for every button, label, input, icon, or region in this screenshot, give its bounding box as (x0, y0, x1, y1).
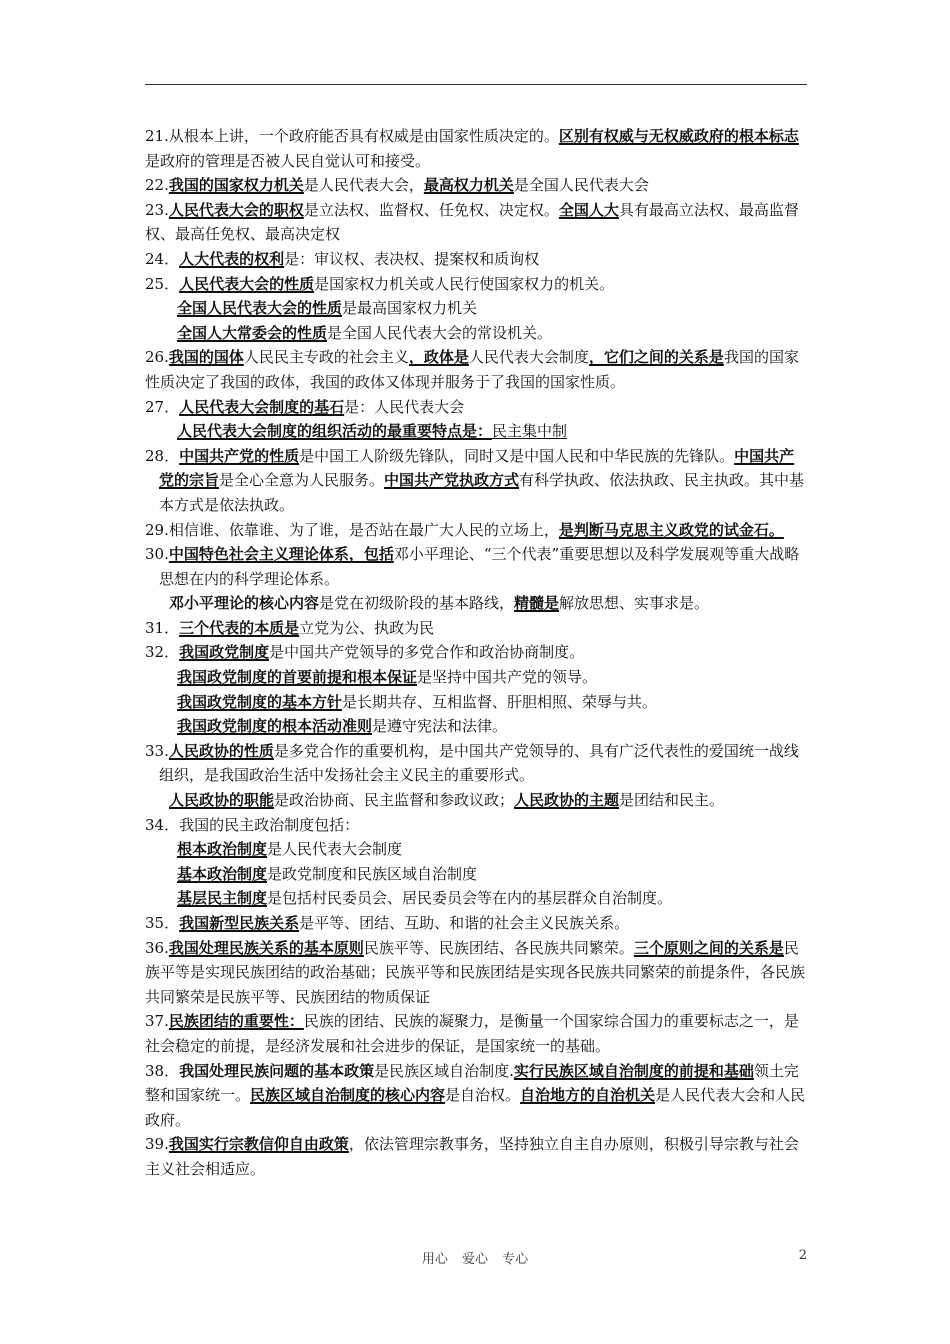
list-item (145, 1009, 807, 1058)
key-term: 根本政治制度 (177, 840, 268, 859)
body-text: 人民民主专政的社会主义 (243, 348, 409, 367)
key-term: 人民政协的职能 (169, 791, 275, 810)
body-text: 解放思想、实事求是。 (559, 594, 710, 613)
body-text: 是党在初级阶段的基本路线， (319, 594, 515, 613)
key-term: 人大代表的权利 (179, 249, 285, 268)
key-term: 中国特色社会主义理论体系，包括 (168, 545, 394, 564)
footer-motto: 用心 爱心 专心 (421, 1252, 529, 1267)
key-term: 人民政协的性质 (168, 741, 274, 760)
list-item (145, 788, 807, 813)
body-text: 30. (145, 545, 169, 564)
list-item (145, 1132, 807, 1181)
body-text: 是最高国家权力机关 (342, 299, 478, 318)
key-term: 我国的国体 (168, 348, 244, 367)
list-item (145, 862, 807, 887)
key-term: 中国共产党执政方式 (384, 471, 520, 490)
key-term: 三个原则之间的关系是 (633, 938, 784, 957)
key-term: 人民代表大会的职权 (168, 200, 304, 219)
body-text: 是中国工人阶级先锋队，同时又是中国人民和中华民族的先锋队。 (299, 446, 735, 465)
body-text: 是全国人民代表大会的常设机关。 (327, 323, 553, 342)
body-text: 是全国人民代表大会 (513, 176, 649, 195)
key-term: 全国人大 (558, 200, 619, 219)
body-text: 邓小平理论、“三个代表”重要思想以及科学发展观等重大战略思想在内的科学理论体系。 (159, 545, 800, 588)
list-item (145, 714, 807, 739)
key-term: 我国处理民族关系的基本原则 (168, 938, 364, 957)
body-text: 28． (145, 446, 180, 465)
body-text: 是中国共产党领导的多党合作和政治协商制度。 (269, 643, 585, 662)
body-text: 21.从根本上讲，一个政府能否具有权威是由国家性质决定的。 (145, 127, 559, 145)
key-term: ，政体是 (408, 348, 469, 367)
key-term: 我国的国家权力机关 (168, 176, 304, 195)
body-text: 民族平等是实现民族团结的政治基础；民族平等和民族团结是实现各民族共同繁荣的前提条件，各民族共同繁荣是民族平等、民族团结的物质保证 (145, 938, 806, 1006)
body-text: 是国家权力机关或人民行使国家权力的机关。 (314, 274, 615, 293)
key-term: 人民政协的主题 (514, 791, 620, 810)
key-term: 实行民族区域自治制度的前提和基础 (513, 1061, 754, 1080)
body-text: 22. (145, 176, 169, 195)
body-text: 是政党制度和民族区域自治制度 (267, 864, 478, 883)
list-item (145, 345, 807, 394)
key-term: 我国新型民族关系 (179, 914, 300, 932)
list-item (145, 936, 807, 1010)
bold-term: 邓小平理论的核心内容 (169, 594, 320, 613)
body-text: 27． (145, 397, 180, 416)
bold-term: 我国处理民族问题的基本政策 (179, 1061, 375, 1080)
list-item (145, 665, 807, 690)
list-item (145, 591, 807, 616)
list-item (145, 886, 807, 911)
body-text: 29.相信谁、依靠谁、为了谁，是否站在最广大人民的立场上， (145, 520, 559, 539)
body-text: 是人民代表大会制度 (267, 840, 403, 859)
body-text: 是全心全意为人民服务。 (219, 471, 385, 490)
body-text: 我国的国家性质决定了我国的政体，我国的政体又体现并服务于了我国的国家性质。 (145, 348, 799, 391)
body-text: 是包括村民委员会、居民委员会等在内的基层群众自治制度。 (267, 889, 673, 908)
key-term: 三个代表的本质是 (179, 618, 300, 637)
list-item (145, 911, 807, 936)
list-item (145, 296, 807, 321)
key-term: 我国政党制度的根本活动准则 (177, 717, 373, 736)
body-text: 是遵守宪法和法律。 (372, 717, 508, 736)
body-text: 民族的团结、民族的凝聚力，是衡量一个国家综合国力的重要标志之一，是社会稳定的前提，是经济发展和社会进步的保证，是国家统一的基础。 (145, 1012, 799, 1055)
header-rule (145, 84, 807, 85)
key-term: 区别有权威与无权威政府的根本标志 (558, 127, 799, 145)
key-term: 民族区域自治制度的核心内容 (250, 1086, 446, 1105)
key-term: 我国实行宗教信仰自由政策 (168, 1135, 349, 1154)
page-number: 2 (798, 1248, 807, 1263)
list-item (145, 395, 807, 420)
body-text: 人民代表大会制度 (468, 348, 589, 367)
list-item (145, 173, 807, 198)
page-footer (0, 1248, 950, 1268)
underlined-text: 民主集中制 (492, 422, 568, 441)
body-text: 是长期共存、互相监督、肝胆相照、荣辱与共。 (342, 692, 658, 711)
body-text: 36. (145, 938, 169, 957)
body-text: 是政府的管理是否被人民自觉认可和接受。 (145, 151, 431, 170)
key-term: 我国政党制度 (179, 643, 270, 662)
list-item (145, 247, 807, 272)
key-term: 精髓是 (514, 594, 560, 613)
list-item (145, 813, 807, 838)
body-text: 是政治协商、民主监督和参政议政； (274, 791, 515, 810)
body-text: 是自治权。 (445, 1086, 521, 1105)
body-text: 24． (145, 249, 180, 268)
body-text: 是多党合作的重要机构，是中国共产党领导的、具有广泛代表性的爱国统一战线组织，是我国政治生活中发扬社会主义民主的重要形式。 (159, 741, 799, 785)
list-item (145, 837, 807, 862)
body-text: 33. (145, 741, 169, 760)
body-text: 是民族区域自治制度. (374, 1061, 514, 1080)
document-body (145, 124, 807, 1182)
key-term: 是判断马克思主义政党的试金石。 (558, 520, 784, 539)
body-text: 是：审议权、表决权、提案权和质询权 (284, 249, 540, 268)
list-item (145, 640, 807, 665)
body-text: 31． (145, 618, 180, 637)
list-item (145, 124, 807, 173)
key-term: 我国政党制度的基本方针 (177, 692, 343, 711)
key-term: 基层民主制度 (177, 889, 268, 908)
body-text: 民族平等、民族团结、各民族共同繁荣。 (363, 938, 634, 957)
list-item (145, 321, 807, 346)
body-text: 23. (145, 200, 169, 219)
body-text: 具有最高立法权、最高监督权、最高任免权、最高决定权 (145, 200, 799, 244)
key-term: 全国人民代表大会的性质 (177, 299, 343, 318)
body-text: 34．我国的民主政治制度包括： (145, 815, 360, 834)
key-term: 人民代表大会制度的组织活动的最重要特点是： (177, 422, 493, 441)
body-text: ，依法管理宗教事务，坚持独立自主自办原则，积极引导宗教与社会主义社会相适应。 (145, 1135, 799, 1178)
key-term: 全国人大常委会的性质 (177, 323, 328, 342)
list-item (145, 616, 807, 641)
body-text: 是人民代表大会， (303, 176, 424, 195)
key-term: 自治地方的自治机关 (520, 1086, 656, 1105)
body-text: 是团结和民主。 (619, 791, 725, 810)
list-item (145, 739, 807, 788)
body-text: 是坚持中国共产党的领导。 (417, 668, 598, 687)
key-term: 中国共产党的性质 (179, 446, 300, 465)
body-text: 立党为公、执政为民 (299, 618, 435, 637)
body-text: 25． (145, 274, 180, 293)
key-term: ，它们之间的关系是 (588, 348, 724, 367)
key-term: 我国政党制度的首要前提和根本保证 (177, 668, 418, 687)
key-term: 中国共产党的宗旨 (159, 446, 795, 490)
key-term: 最高权力机关 (423, 176, 514, 195)
key-term: 人民代表大会的性质 (179, 274, 315, 293)
body-text: 35． (145, 914, 180, 932)
list-item (145, 518, 807, 543)
key-term: 基本政治制度 (177, 864, 268, 883)
list-item (145, 419, 807, 444)
body-text: 37. (145, 1012, 169, 1031)
body-text: 39. (145, 1135, 169, 1154)
body-text: 是：人民代表大会 (344, 397, 465, 416)
list-item (145, 272, 807, 297)
body-text: 38． (145, 1061, 180, 1080)
list-item (145, 444, 807, 518)
list-item (145, 690, 807, 715)
body-text: 26. (145, 348, 169, 367)
body-text: 是平等、团结、互助、和谐的社会主义民族关系。 (299, 914, 630, 932)
body-text: 有科学执政、依法执政、民主执政。其中基本方式是依法执政。 (159, 471, 805, 514)
list-item (145, 542, 807, 591)
key-term: 民族团结的重要性： (168, 1012, 304, 1031)
body-text: 是立法权、监督权、任免权、决定权。 (303, 200, 559, 219)
body-text: 32． (145, 643, 180, 662)
body-text: 领土完整和国家统一。 (145, 1061, 799, 1105)
body-text: 是人民代表大会和人民政府。 (145, 1086, 806, 1129)
list-item (145, 198, 807, 247)
key-term: 人民代表大会制度的基石 (179, 397, 345, 416)
list-item (145, 1059, 807, 1133)
